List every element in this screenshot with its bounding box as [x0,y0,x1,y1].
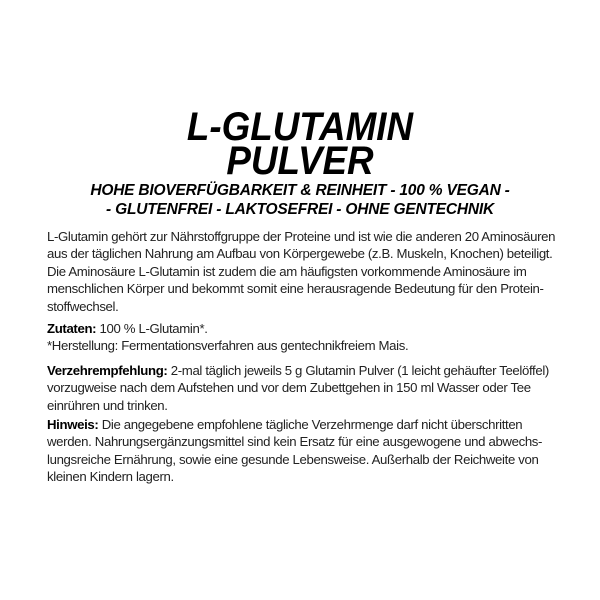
note-line: werden. Nahrungsergänzungsmittel sind kein Ersatz für eine ausgewogene und abwechs- [47,434,543,450]
dosage-line: 2-mal täglich jeweils 5 g Glutamin Pulver (1 leicht gehäufter Teelöffel) [167,363,549,378]
product-subtitle-line-2: - GLUTENFREI - LAKTOSEFREI - OHNE GENTECHNIK [106,201,494,218]
note-label: Hinweis: [47,417,99,432]
product-title-line-2: PULVER [226,139,374,183]
ingredients-text: 100 % L-Glutamin*. [96,321,208,336]
product-title-line-1: L-GLUTAMIN [186,105,414,149]
note-section [47,416,567,486]
note-line: lungsreiche Ernährung, sowie eine gesunde Lebensweise. Außerhalb der Reichweite von [47,451,539,467]
intro-line: stoffwechsel. [47,298,119,314]
dosage-label: Verzehrempfehlung: [47,363,168,378]
ingredients-section [47,320,567,355]
intro-line: aus der täglichen Nahrung am Aufbau von Körpergewebe (z.B. Muskeln, Knochen) beteiligt. [47,246,553,262]
product-subtitle-line-1: HOHE BIOVERFÜGBARKEIT & REINHEIT - 100 % VEGAN - [90,182,510,199]
intro-line: Die Aminosäure L-Glutamin ist zudem die am häufigsten vorkommende Aminosäure im [47,263,527,279]
ingredients-footnote: *Herstellung: Fermentationsverfahren aus gentechnikfreiem Mais. [47,338,409,354]
intro-paragraph [47,228,567,315]
ingredients-label: Zutaten: [47,321,97,336]
dosage-section [47,362,567,414]
note-line: Die angegebene empfohlene tägliche Verzehrmenge darf nicht überschritten [98,417,523,432]
note-line: kleinen Kindern lagern. [47,469,174,485]
dosage-line: einrühren und trinken. [47,397,168,413]
dosage-line: vorzugweise nach dem Aufstehen und vor dem Zubettgehen in 150 ml Wasser oder Tee [47,380,531,396]
intro-line: menschlichen Körper und bekommt somit eine herausragende Bedeutung für den Protein- [47,281,544,297]
intro-line: L-Glutamin gehört zur Nährstoffgruppe der Proteine und ist wie die anderen 20 Aminosäuren [47,229,556,244]
